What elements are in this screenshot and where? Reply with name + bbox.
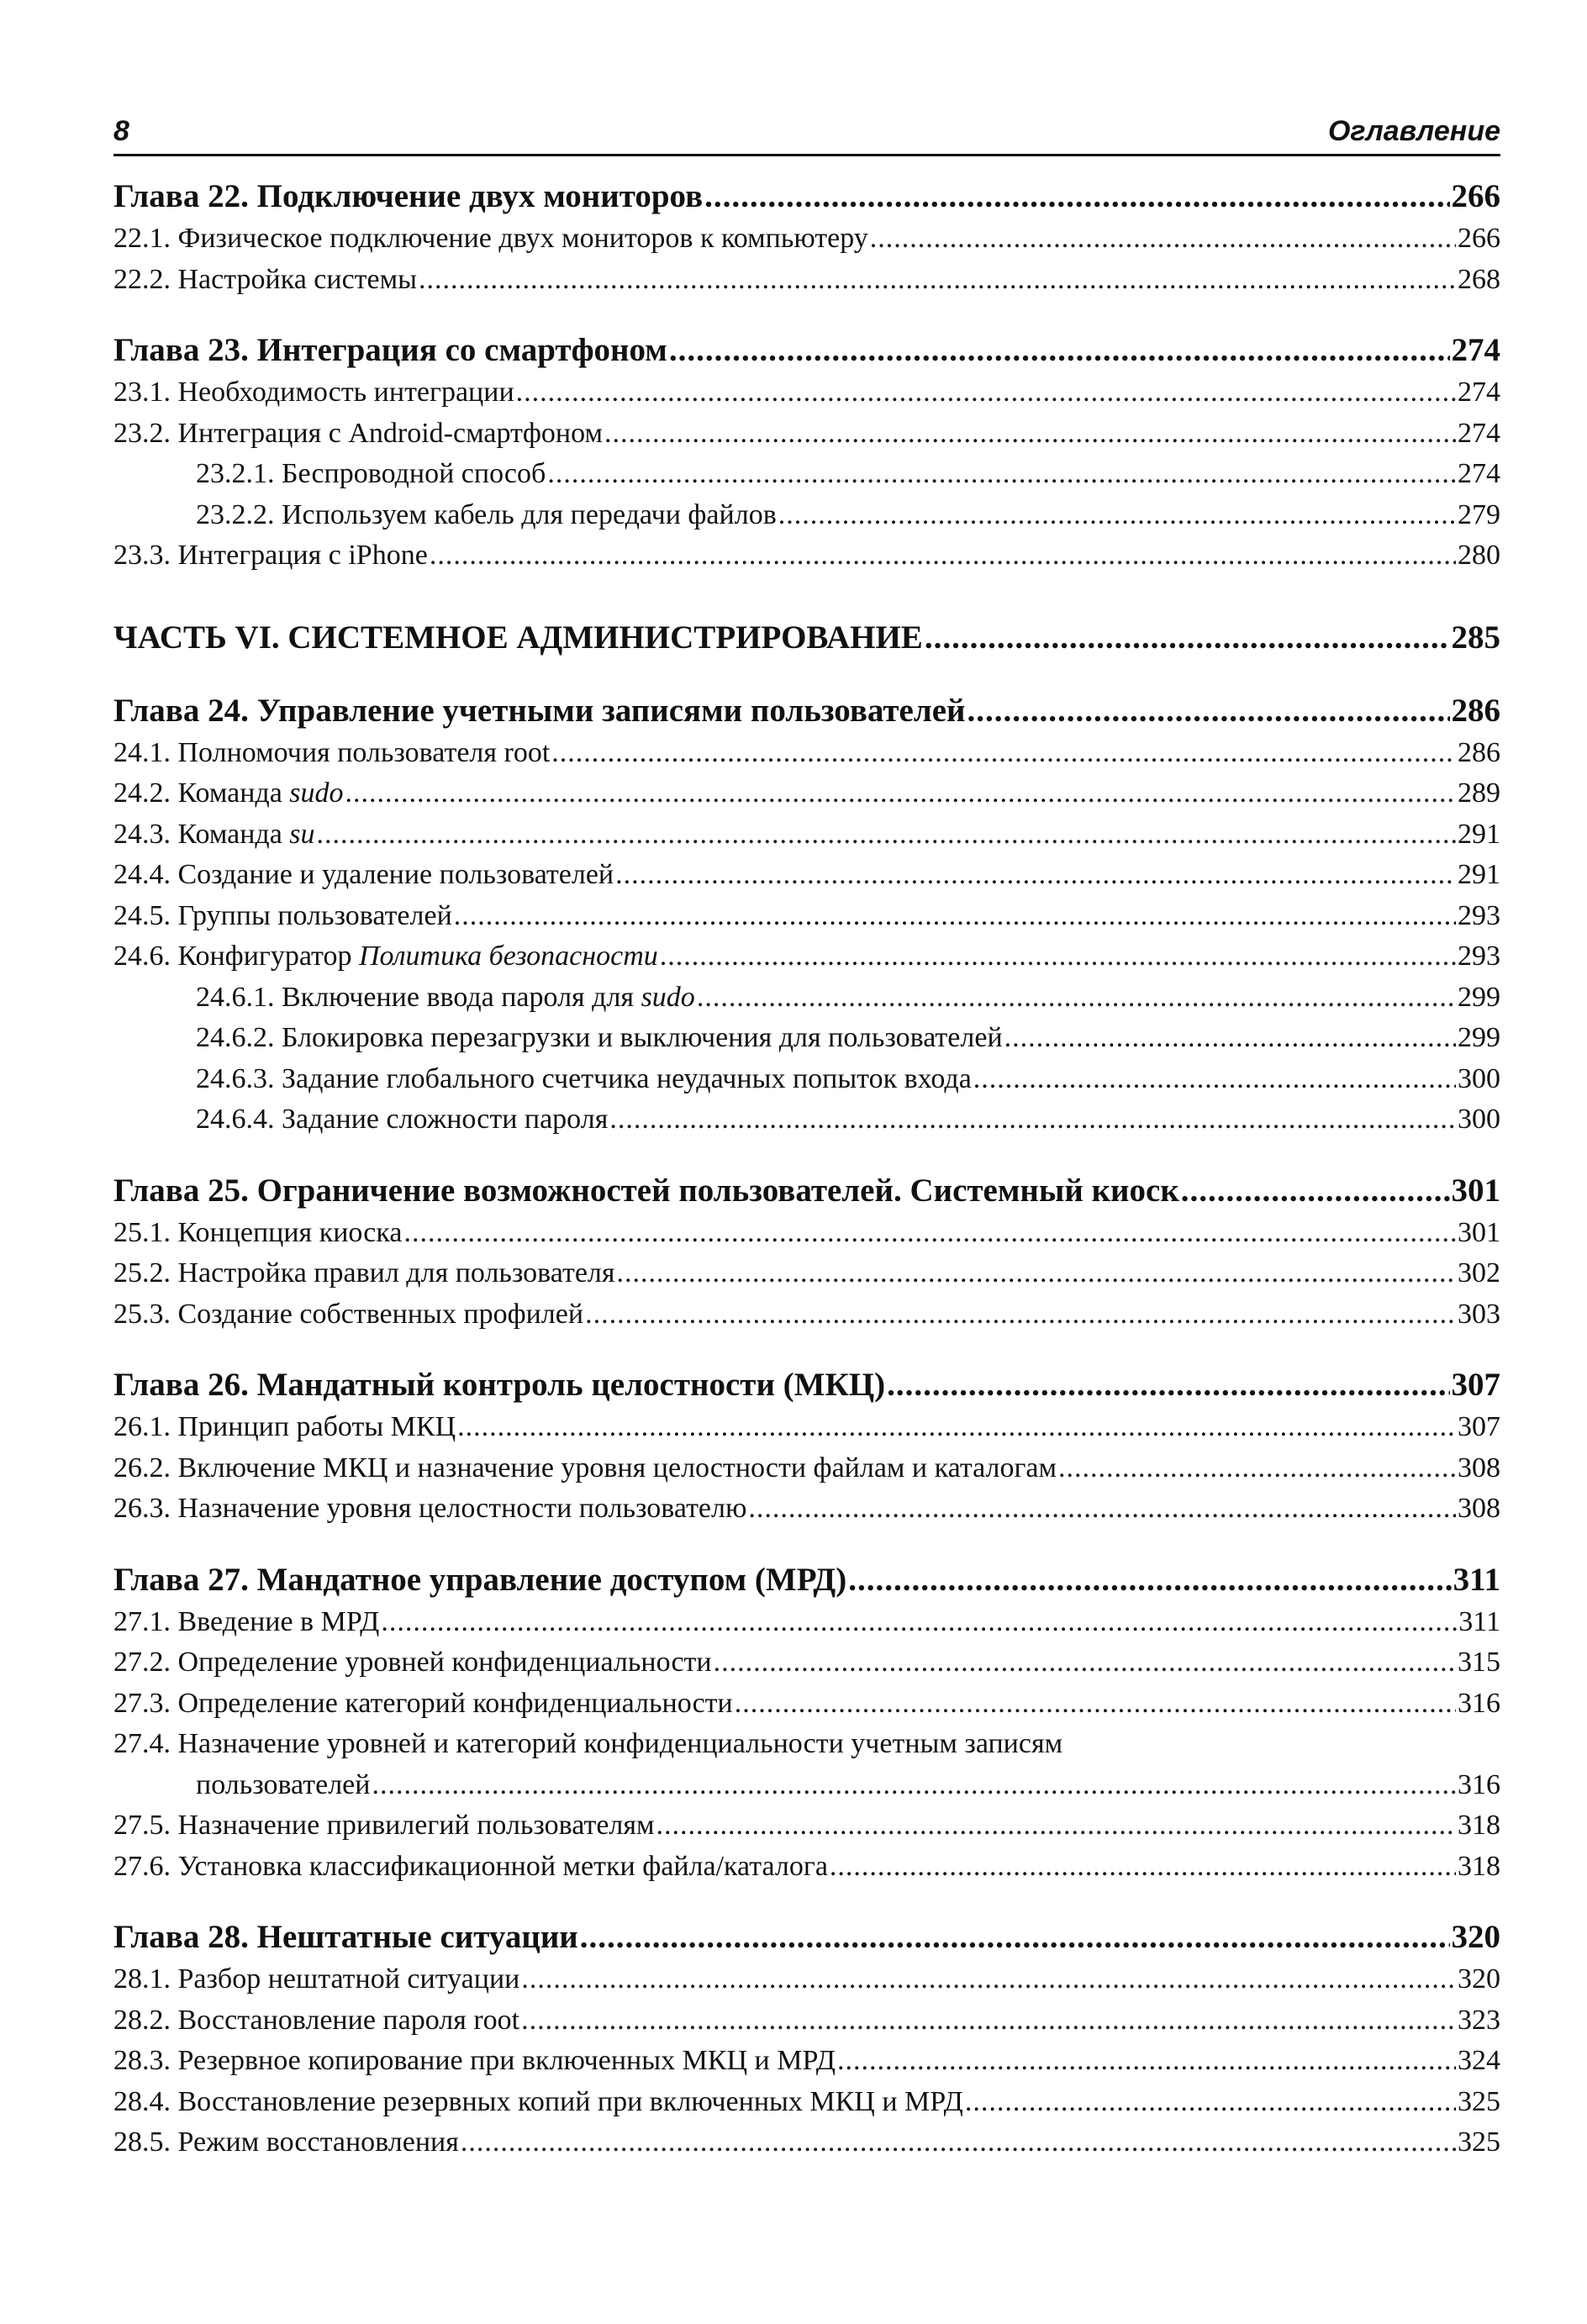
toc-section (113, 1213, 1500, 1254)
leader-dots (372, 1765, 1456, 1806)
leader-dots (1004, 1018, 1456, 1059)
toc-entry-title (113, 896, 452, 937)
toc-page-number: 293 (1458, 899, 1500, 931)
toc-section (113, 1294, 1500, 1336)
toc-subsection (113, 1099, 1500, 1141)
toc-page-number: 274 (1458, 417, 1500, 449)
toc-section (113, 414, 1500, 455)
toc-chapter (113, 1363, 1500, 1407)
leader-dots (1058, 1448, 1456, 1489)
toc-entry-text: 23.2. Интеграция с Android-смартфоном (113, 417, 603, 449)
toc-page-number: 300 (1458, 1104, 1500, 1135)
leader-dots (656, 1805, 1456, 1847)
leader-dots (669, 329, 1450, 372)
toc-entry-title (113, 689, 966, 733)
leader-dots (580, 1916, 1450, 1959)
toc-entry-text: 24.6.1. Включение ввода пароля для (196, 981, 641, 1013)
toc-page-number: 266 (1451, 178, 1500, 214)
toc-entry-text: 25.1. Концепция киоска (113, 1216, 403, 1248)
toc-section (113, 814, 1500, 856)
toc-page-number: 274 (1458, 377, 1500, 408)
toc-entry-title (113, 414, 603, 455)
toc-entry-title (113, 773, 344, 814)
toc-chapter (113, 1558, 1500, 1602)
toc-page-number: 291 (1458, 859, 1500, 890)
toc-entry-title (113, 2000, 519, 2042)
toc-section (113, 1847, 1500, 1888)
toc-page-number: 315 (1458, 1647, 1500, 1678)
toc-entry-text: 25.3. Создание собственных профилей (113, 1298, 584, 1330)
toc-chapter (113, 1169, 1500, 1213)
toc-page-number: 301 (1458, 1216, 1500, 1248)
toc-entry-title (196, 1099, 608, 1141)
toc-page-number: 279 (1458, 498, 1500, 530)
toc-page-number: 318 (1458, 1810, 1500, 1841)
toc-entry-text: 26.1. Принцип работы МКЦ (113, 1411, 456, 1442)
toc-entry-text: 25.2. Настройка правил для пользователя (113, 1257, 615, 1288)
toc-entry-title (113, 814, 315, 856)
toc-entry-text: 28.1. Разбор нештатной ситуации (113, 1963, 520, 1995)
toc-entry-title (196, 1059, 972, 1100)
toc-entry-title (196, 978, 695, 1019)
toc-entry-text: Глава 22. Подключение двух мониторов (113, 178, 704, 214)
toc-entry-title (113, 936, 658, 978)
toc-chapter (113, 689, 1500, 733)
toc-entry-title (113, 1407, 456, 1448)
toc-page-number: 286 (1458, 736, 1500, 768)
toc-entry-text: 27.6. Установка классификационной метки файла/каталога (113, 1850, 828, 1882)
toc-entry-title (113, 1253, 615, 1294)
toc-page-number: 323 (1458, 2004, 1500, 2036)
leader-dots (617, 1253, 1456, 1294)
leader-dots (748, 1489, 1456, 1530)
toc-entry-text: 27.2. Определение уровней конфиденциальности (113, 1647, 712, 1678)
leader-dots (317, 814, 1456, 856)
leader-dots (887, 1363, 1449, 1407)
toc-page-number: 300 (1458, 1062, 1500, 1094)
leader-dots (430, 535, 1456, 577)
toc-subsection (113, 495, 1500, 536)
toc-entry-text: 26.2. Включение МКЦ и назначение уровня целостности файлам и каталогам (113, 1452, 1057, 1483)
leader-dots (704, 175, 1449, 219)
leader-dots (461, 2122, 1456, 2163)
table-of-contents (113, 175, 1500, 2163)
toc-entry-text: 24.4. Создание и удаление пользователей (113, 859, 614, 890)
toc-page-number: 299 (1458, 1022, 1500, 1053)
toc-section (113, 219, 1500, 260)
leader-dots (604, 414, 1456, 455)
toc-entry-title (113, 1294, 583, 1336)
toc-entry-title (113, 2122, 459, 2163)
toc-entry-title: 27.4. Назначение уровней и категорий конфиденциальности учетным записям (113, 1728, 1063, 1759)
toc-page-number: 311 (1453, 1561, 1500, 1598)
toc-entry-italic: sudo (289, 777, 344, 809)
toc-section (113, 2122, 1500, 2163)
toc-section (113, 1489, 1500, 1530)
toc-page-number: 308 (1458, 1493, 1500, 1524)
toc-subsection (113, 978, 1500, 1019)
leader-dots (521, 1959, 1456, 2000)
toc-entry-text: 28.2. Восстановление пароля root (113, 2004, 520, 2036)
toc-chapter (113, 175, 1500, 219)
toc-page-number: 320 (1451, 1919, 1500, 1955)
toc-section (113, 1602, 1500, 1643)
toc-entry-text: 24.6.4. Задание сложности пароля (196, 1104, 609, 1135)
toc-entry-title (113, 1489, 746, 1530)
toc-page-number: 291 (1458, 818, 1500, 850)
toc-entry-title (196, 495, 777, 536)
toc-page-number: 280 (1458, 540, 1500, 571)
leader-dots (778, 495, 1456, 536)
toc-section (113, 372, 1500, 414)
toc-entry-title: пользователей (196, 1768, 371, 1800)
toc-entry-text: 23.3. Интеграция с iPhone (113, 540, 428, 571)
leader-dots (419, 260, 1456, 301)
toc-entry-title (113, 855, 614, 896)
toc-page-number: 285 (1451, 619, 1500, 656)
leader-dots (830, 1847, 1456, 1888)
toc-section (113, 1407, 1500, 1448)
toc-entry-text: 24.3. Команда (113, 818, 290, 850)
toc-page-number: 325 (1458, 2126, 1500, 2158)
toc-entry-text: 24.6.2. Блокировка перезагрузки и выключения для пользователей (196, 1022, 1003, 1053)
toc-entry-title (113, 1916, 578, 1959)
leader-dots (660, 936, 1456, 978)
leader-dots (925, 615, 1450, 661)
leader-dots (714, 1642, 1456, 1684)
toc-entry-title (113, 175, 703, 219)
toc-section (113, 1805, 1500, 1847)
page-header (113, 113, 1500, 156)
toc-section (113, 1642, 1500, 1684)
toc-page-number: 302 (1458, 1257, 1500, 1288)
toc-page-number: 289 (1458, 777, 1500, 809)
toc-entry-text: Глава 27. Мандатное управление доступом (МРД) (113, 1561, 847, 1598)
toc-section (113, 535, 1500, 577)
toc-entry-italic: Политика безопасности (358, 941, 658, 972)
toc-page-number: 286 (1451, 692, 1500, 729)
leader-dots (457, 1407, 1456, 1448)
toc-page-number: 308 (1458, 1452, 1500, 1483)
toc-entry-title (113, 1805, 655, 1847)
running-title: Оглавление (1327, 115, 1500, 147)
toc-entry-text: ЧАСТЬ VI. СИСТЕМНОЕ АДМИНИСТРИРОВАНИЕ (113, 619, 923, 656)
toc-page-number: 307 (1458, 1411, 1500, 1442)
toc-entry-italic: sudo (641, 981, 695, 1013)
leader-dots (967, 689, 1450, 733)
toc-page-number: 268 (1458, 263, 1500, 295)
toc-entry-text: 27.1. Введение в МРД (113, 1605, 380, 1637)
toc-entry-title (113, 733, 550, 774)
toc-page-number: 318 (1458, 1850, 1500, 1882)
toc-entry-text: 26.3. Назначение уровня целостности пользователю (113, 1493, 747, 1524)
toc-entry-text: Глава 28. Нештатные ситуации (113, 1919, 578, 1955)
toc-entry-title (113, 1558, 846, 1602)
toc-entry-text: 24.2. Команда (113, 777, 290, 809)
toc-page-number: 299 (1458, 981, 1500, 1013)
leader-dots (585, 1294, 1456, 1336)
leader-dots (870, 219, 1456, 260)
toc-section-continuation (113, 1765, 1500, 1806)
toc-section (113, 855, 1500, 896)
toc-entry-title (113, 535, 428, 577)
toc-section (113, 1959, 1500, 2000)
toc-entry-text: 22.1. Физическое подключение двух мониторов к компьютеру (113, 223, 868, 254)
toc-entry-text: 24.1. Полномочия пользователя root (113, 736, 551, 768)
leader-dots (609, 1099, 1456, 1141)
toc-entry-title (113, 329, 667, 372)
toc-section (113, 1724, 1500, 1765)
toc-entry-text: 24.5. Группы пользователей (113, 899, 452, 931)
toc-page-number: 324 (1458, 2045, 1500, 2076)
toc-entry-text: 24.6.3. Задание глобального счетчика неудачных попыток входа (196, 1062, 972, 1094)
toc-entry-italic: su (289, 818, 315, 850)
toc-entry-text: 23.1. Необходимость интеграции (113, 377, 514, 408)
toc-page-number: 307 (1451, 1367, 1500, 1403)
toc-page-number: 274 (1458, 458, 1500, 489)
toc-entry-title (113, 219, 868, 260)
toc-section (113, 1448, 1500, 1489)
toc-subsection (113, 454, 1500, 495)
leader-dots (454, 896, 1456, 937)
leader-dots (521, 2000, 1456, 2042)
leader-dots (345, 773, 1456, 814)
toc-section (113, 260, 1500, 301)
toc-entry-title (113, 615, 923, 661)
toc-page-number: 316 (1458, 1768, 1500, 1800)
toc-page-number: 301 (1451, 1172, 1500, 1209)
toc-page-number: 293 (1458, 941, 1500, 972)
toc-entry-text: Глава 26. Мандатный контроль целостности (МКЦ) (113, 1367, 886, 1403)
toc-entry-text: Глава 25. Ограничение возможностей пользователей. Системный киоск (113, 1172, 1179, 1209)
toc-entry-title (113, 1363, 885, 1407)
toc-entry-title (113, 1847, 828, 1888)
toc-entry-text: 22.2. Настройка системы (113, 263, 417, 295)
leader-dots (965, 2082, 1456, 2123)
toc-chapter (113, 1916, 1500, 1959)
toc-entry-title (113, 2082, 963, 2123)
toc-entry-title (113, 372, 514, 414)
toc-entry-text: 27.3. Определение категорий конфиденциальности (113, 1687, 733, 1719)
toc-page-number: 325 (1458, 2085, 1500, 2117)
leader-dots (735, 1684, 1456, 1725)
leader-dots (1181, 1169, 1450, 1213)
leader-dots (848, 1558, 1451, 1602)
toc-entry-text: 27.5. Назначение привилегий пользователям (113, 1810, 655, 1841)
toc-entry-text: 28.3. Резервное копирование при включенных МКЦ и МРД (113, 2045, 836, 2076)
leader-dots (973, 1059, 1456, 1100)
toc-entry-title (113, 1602, 379, 1643)
toc-entry-title (196, 1018, 1003, 1059)
toc-entry-title (113, 260, 417, 301)
leader-dots (615, 855, 1456, 896)
toc-page-number: 274 (1451, 332, 1500, 368)
toc-entry-title (196, 454, 546, 495)
toc-section (113, 2000, 1500, 2042)
toc-entry-title (113, 2041, 836, 2082)
toc-entry-text: 23.2.2. Используем кабель для передачи файлов (196, 498, 777, 530)
toc-page-number: 266 (1458, 223, 1500, 254)
toc-page-number: 320 (1458, 1963, 1500, 1995)
toc-section (113, 2041, 1500, 2082)
toc-section (113, 1253, 1500, 1294)
toc-subsection (113, 1018, 1500, 1059)
toc-section (113, 773, 1500, 814)
toc-section (113, 733, 1500, 774)
toc-entry-title (113, 1448, 1057, 1489)
toc-section (113, 936, 1500, 978)
leader-dots (381, 1602, 1457, 1643)
leader-dots (516, 372, 1456, 414)
leader-dots (551, 733, 1456, 774)
leader-dots (547, 454, 1456, 495)
toc-entry-text: Глава 24. Управление учетными записями пользователей (113, 692, 966, 729)
leader-dots (837, 2041, 1456, 2082)
toc-page-number: 311 (1458, 1605, 1500, 1637)
leader-dots (697, 978, 1456, 1019)
toc-chapter (113, 329, 1500, 372)
toc-entry-title (113, 1213, 402, 1254)
toc-section (113, 896, 1500, 937)
toc-page (113, 113, 1500, 2163)
toc-page-number: 316 (1458, 1687, 1500, 1719)
toc-entry-text: 28.4. Восстановление резервных копий при включенных МКЦ и МРД (113, 2085, 963, 2117)
toc-entry-text: 28.5. Режим восстановления (113, 2126, 459, 2158)
toc-entry-title (113, 1684, 733, 1725)
toc-part (113, 615, 1500, 661)
toc-entry-title (113, 1169, 1179, 1213)
toc-entry-title (113, 1959, 519, 2000)
toc-entry-text: 24.6. Конфигуратор (113, 941, 359, 972)
toc-page-number: 303 (1458, 1298, 1500, 1330)
page-number: 8 (113, 115, 129, 147)
toc-subsection (113, 1059, 1500, 1100)
leader-dots (403, 1213, 1456, 1254)
toc-entry-text: 23.2.1. Беспроводной способ (196, 458, 546, 489)
toc-entry-text: Глава 23. Интеграция со смартфоном (113, 332, 667, 368)
toc-section (113, 1684, 1500, 1725)
toc-section (113, 2082, 1500, 2123)
toc-entry-title (113, 1642, 712, 1684)
